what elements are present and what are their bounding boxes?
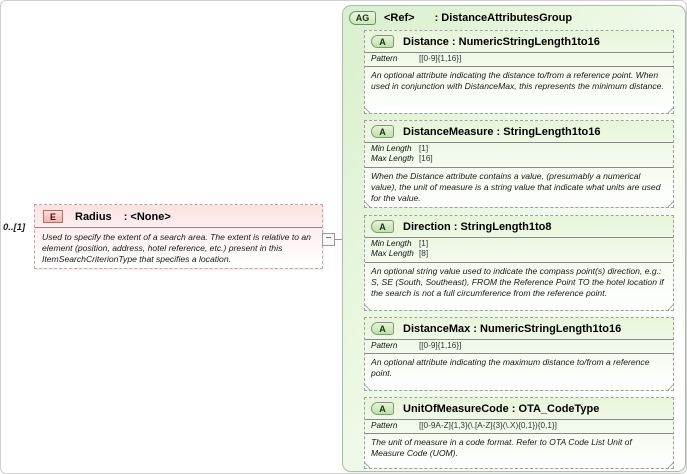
attribute-title: DistanceMax : NumericStringLength1to16: [403, 322, 622, 335]
facet-list: [365, 339, 673, 353]
attribute-group-icon: AG: [349, 11, 376, 25]
attribute-icon: A: [371, 35, 394, 48]
element-box-radius[interactable]: [34, 204, 323, 269]
facet-label: Pattern: [371, 54, 398, 63]
facet-label: Max Length: [371, 249, 414, 259]
attribute-annotation: An optional attribute indicating the maximum distance to/from a reference point.: [365, 353, 673, 382]
facet-row: [371, 341, 667, 351]
facet-label: Max Length: [371, 154, 414, 164]
element-icon: E: [43, 210, 63, 223]
attribute-annotation: When the Distance attribute contains a value, (presumably a numerical value), the unit of measure is a string value that indicate what units are used for the value.: [365, 167, 673, 208]
attribute-box-unitofmeasurecode[interactable]: [364, 397, 674, 469]
corner-cut: [667, 384, 674, 391]
attribute-group-type: : DistanceAttributesGroup: [434, 12, 573, 24]
attribute-group-box[interactable]: [342, 5, 686, 472]
corner-cut: [667, 462, 674, 469]
corner-cut: [364, 304, 371, 311]
attribute-title: Distance : NumericStringLength1to16: [403, 35, 600, 48]
facet-row: [371, 421, 667, 431]
facet-value: [16]: [419, 154, 433, 164]
facet-label: Pattern: [371, 341, 398, 350]
facet-row: [371, 154, 667, 164]
facet-row: [371, 144, 667, 154]
facet-label: Min Length: [371, 144, 412, 153]
attribute-box-distancemax[interactable]: [364, 317, 674, 391]
collapse-icon[interactable]: −: [322, 233, 335, 246]
attribute-box-distance[interactable]: [364, 30, 674, 114]
element-header: [35, 205, 322, 228]
element-type: : <None>: [123, 210, 171, 223]
facet-value: [[0-9]{1,16}]: [419, 341, 462, 350]
corner-cut: [667, 304, 674, 311]
attribute-title: Direction : StringLength1to8: [403, 220, 552, 233]
facet-list: [365, 419, 673, 433]
element-annotation: Used to specify the extent of a search area. The extent is relative to an element (position, address, hotel reference, etc.) present in this ItemSearchCriterionType that specifies a location.: [42, 232, 311, 265]
facet-value: [[0-9]{1,16}]: [419, 54, 462, 63]
facet-list: [365, 237, 673, 262]
facet-label: Pattern: [371, 421, 398, 430]
facet-list: [365, 142, 673, 167]
facet-row: [371, 54, 667, 64]
facet-value: [8]: [419, 249, 429, 259]
attribute-header: [365, 318, 673, 339]
element-cardinality: 0..[1]: [3, 222, 26, 233]
attribute-annotation: An optional string value used to indicate the compass point(s) direction, e.g.: S, SE (South, Southeast), FROM the Reference Point TO the hotel location if the search is not a full circumference from the reference point.: [365, 262, 673, 303]
attribute-title: UnitOfMeasureCode : OTA_CodeType: [403, 402, 600, 415]
facet-value: [1]: [419, 239, 429, 248]
facet-label: Min Length: [371, 239, 412, 248]
corner-cut: [667, 107, 674, 114]
attribute-box-direction[interactable]: [364, 215, 674, 311]
facet-value: [1]: [419, 144, 429, 153]
facet-row: [371, 249, 667, 259]
attribute-icon: A: [371, 125, 394, 138]
attribute-annotation: An optional attribute indicating the distance to/from a reference point. When used in conjunction with DistanceMax, this represents the minimum distance.: [365, 66, 673, 95]
facet-list: [365, 52, 673, 66]
attribute-group-name: <Ref>: [384, 12, 415, 24]
attribute-box-distancemeasure[interactable]: [364, 120, 674, 208]
attribute-header: [365, 121, 673, 142]
corner-cut: [364, 384, 371, 391]
facet-row: [371, 239, 667, 249]
attribute-group-header: [343, 6, 685, 25]
element-name: Radius: [75, 210, 112, 223]
attribute-title: DistanceMeasure : StringLength1to16: [403, 125, 601, 138]
corner-cut: [364, 107, 371, 114]
facet-value: [[0-9A-Z]{1,3}(\.[A-Z]{3}(\.X){0,1}){0,1}]: [419, 421, 557, 430]
attribute-header: [365, 31, 673, 52]
attribute-icon: A: [371, 322, 394, 335]
attribute-header: [365, 398, 673, 419]
attribute-icon: A: [371, 402, 394, 415]
attribute-annotation: The unit of measure in a code format. Refer to OTA Code List Unit of Measure Code (UOM).: [365, 433, 673, 462]
attribute-header: [365, 216, 673, 237]
attribute-icon: A: [371, 220, 394, 233]
corner-cut: [364, 462, 371, 469]
